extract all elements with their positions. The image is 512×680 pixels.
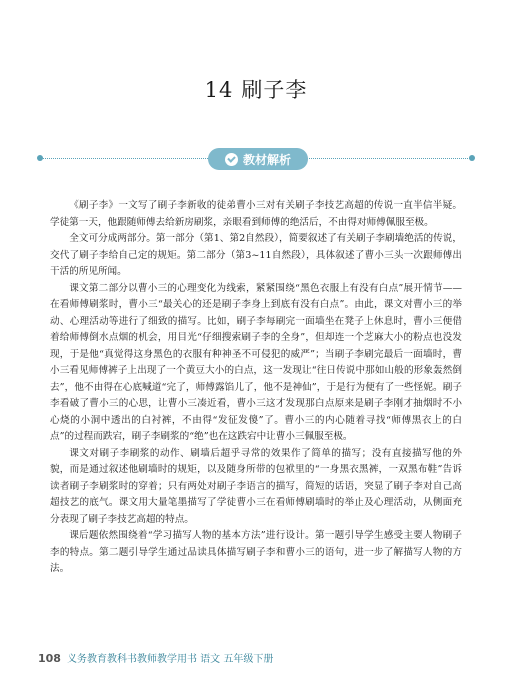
lesson-number: 14 [204, 78, 234, 102]
article-body [50, 198, 462, 578]
lesson-title [0, 74, 512, 104]
paragraph: 课后题依然围绕着“学习描写人物的基本方法”进行设计。第一题引导学生感受主要人物刷子李的特点。第二题引导学生通过品读具体描写刷子李和曹小三的语句，进一步了解描写人物的方法。 [50, 530, 462, 574]
paragraph: 课文对刷子李刷浆的动作、刷墙后超乎寻常的效果作了简单的描写；没有直接描写他的外貌，而是通过叙述他刷墙时的规矩，以及随身所带的包袱里的“一身黑衣黑裤，一双黑布鞋”告诉读者刷子李刷浆时的穿着；只有两处对刷子李语言的描写，简短的话语，突显了刷子李对自己高超技艺的底气。课文用大量笔墨描写了学徒曹小三在看师傅刷墙时的举止及心理活动，从侧面充分表现了刷子李技艺高超的特点。 [50, 447, 462, 525]
page-footer [38, 650, 273, 665]
lesson-name: 刷子李 [241, 78, 308, 102]
paragraph: 《刷子李》一文写了刷子李新收的徒弟曹小三对有关刷子李技艺高超的传说一直半信半疑。学徒第一天，他跟随师傅去给新房刷浆，亲眼看到师傅的绝活后，不由得对师傅佩服至极。 [50, 200, 462, 228]
section-label: 教材解析 [242, 152, 291, 167]
divider-end-dot [469, 155, 475, 161]
paragraph: 全文可分成两部分。第一部分（第1、第2自然段），简要叙述了有关刷子李刷墙绝活的传说，交代了刷子李给自己定的规矩。第二部分（第3~11自然段），具体叙述了曹小三头一次跟师傅出干活的所见所闻。 [50, 233, 462, 277]
paragraph: 课文第二部分以曹小三的心理变化为线索，紧紧围绕“黑色衣服上有没有白点”展开情节——在看师傅刷浆时，曹小三“最关心的还是刷子李身上到底有没有白点”。由此，课文对曹小三的举动、心理活动等进行了细致的描写。比如，刷子李每刷完一面墙坐在凳子上休息时，曹小三便借着给师傅倒水点烟的机会，用目光“仔细搜索刷子李的全身”，但却连一个芝麻大小的粉点也没发现，于是他“真觉得这身黑色的衣服有种神圣不可侵犯的威严”；当刷子李刷完最后一面墙时，曹小三看见师傅裤子上出现了一个黄豆大小的白点，这一发现让“往日传说中那如山般的形象轰然倒去”，他不由得在心底喊道“完了，师傅露馅儿了，他不是神仙”，于是行为便有了一些怪妮。刷子李看破了曹小三的心思，让曹小三凑近看，曹小三这才发现那白点原来是刷子李刚才抽烟时不小心烧的小洞中透出的白衬裤，不由得“发征发傻”了。曹小三的内心随着寻找“师傅黑衣上的白点”的过程而跌宕，刷子李刷浆的“绝”也在这跌宕中让曹小三佩服至极。 [50, 282, 462, 442]
section-header [40, 148, 472, 170]
section-label-pill [208, 148, 308, 170]
page-number: 108 [38, 652, 61, 665]
divider-end-dot [37, 155, 43, 161]
book-title: 义务教育教科书教师教学用书 语文 五年级下册 [66, 654, 274, 665]
check-icon [225, 153, 238, 166]
